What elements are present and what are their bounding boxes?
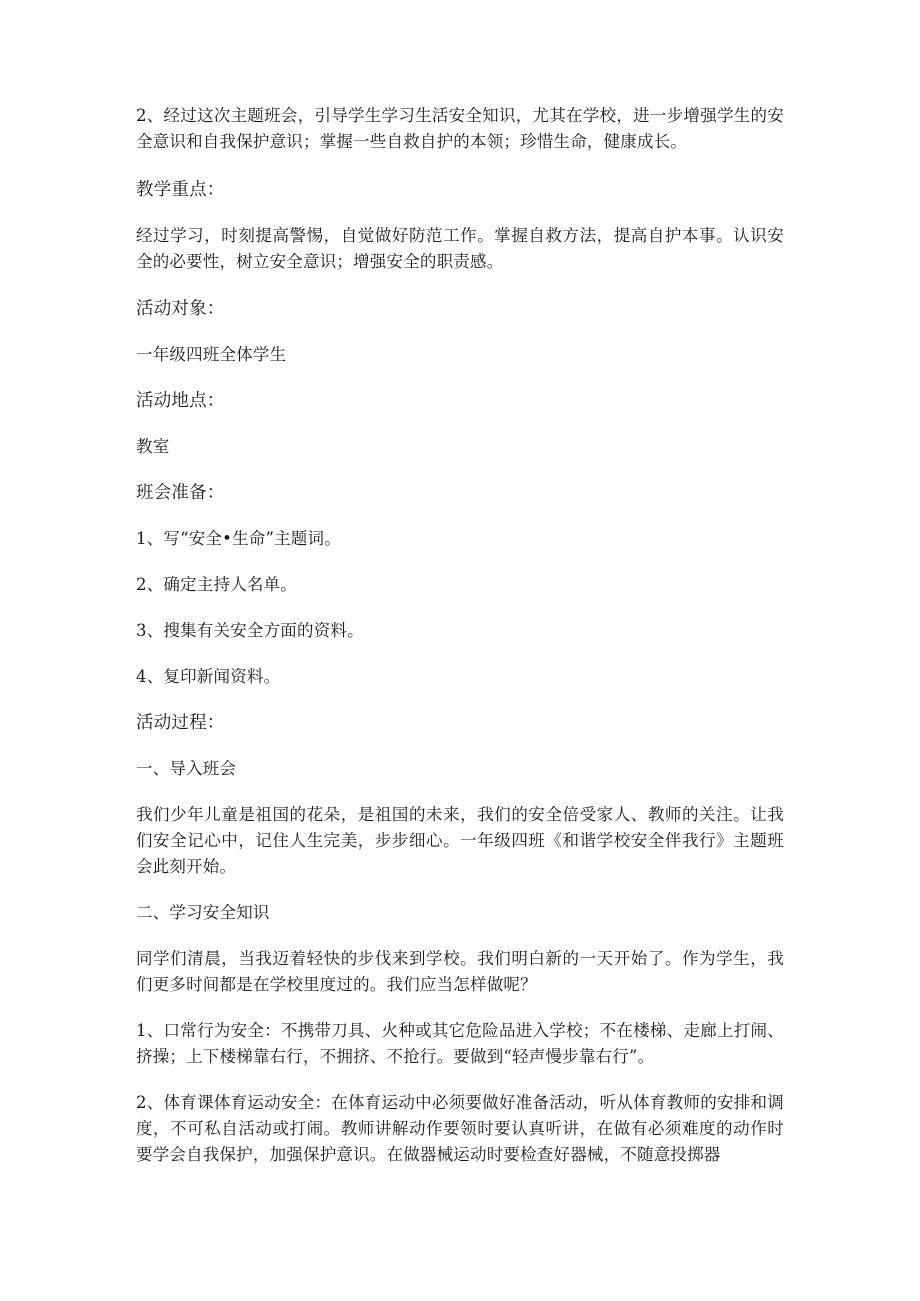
- rule-2-paragraph: 2、体育课体育运动安全：在体育运动中必须要做好准备活动，听从体育教师的安排和调度，不可私自活动或打闹。教师讲解动作要领时要认真听讲，在做有必须难度的动作时要学会自我保护，加强保护意识。在做器械运动时要检查好器械，不随意投掷器: [136, 1093, 784, 1164]
- target-heading: 活动对象：: [136, 299, 225, 319]
- prep-item-2: 2、确定主持人名单。: [136, 575, 297, 594]
- key-points-paragraph: 经过学习，时刻提高警惕，自觉做好防范工作。掌握自救方法，提高自护本事。认识安全的必要性，树立安全意识；增强安全的职责感。: [136, 226, 784, 271]
- section-2-intro: 同学们清晨，当我迈着轻快的步伐来到学校。我们明白新的一天开始了。作为学生，我们更多时间都是在学校里度过的。我们应当怎样做呢？: [136, 949, 784, 994]
- prep-heading: 班会准备：: [136, 483, 225, 503]
- target-paragraph: 一年级四班全体学生: [136, 345, 287, 364]
- section-1-title: 一、导入班会: [136, 759, 237, 778]
- prep-item-3: 3、搜集有关安全方面的资料。: [136, 621, 364, 640]
- section-1-paragraph: 我们少年儿童是祖国的花朵，是祖国的未来，我们的安全倍受家人、教师的关注。让我们安全记心中，记住人生完美，步步细心。一年级四班《和谐学校安全伴我行》主题班会此刻开始。: [136, 805, 784, 876]
- key-points-heading: 教学重点：: [136, 180, 225, 200]
- location-heading: 活动地点：: [136, 391, 225, 411]
- location-paragraph: 教室: [136, 437, 170, 456]
- rule-1-paragraph: 1、口常行为安全：不携带刀具、火种或其它危险品进入学校；不在楼梯、走廊上打闹、挤操；上下楼梯靠右行，不拥挤、不抢行。要做到“轻声慢步靠右行”。: [136, 1021, 784, 1066]
- document-page: [136, 103, 784, 1168]
- process-heading: 活动过程：: [136, 713, 225, 733]
- prep-item-1: 1、写“安全•生命”主题词。: [136, 529, 341, 548]
- section-2-title: 二、学习安全知识: [136, 903, 270, 922]
- goal-paragraph: 2、经过这次主题班会，引导学生学习生活安全知识，尤其在学校，进一步增强学生的安全意识和自我保护意识；掌握一些自救自护的本领；珍惜生命，健康成长。: [136, 106, 784, 151]
- prep-item-4: 4、复印新闻资料。: [136, 667, 281, 686]
